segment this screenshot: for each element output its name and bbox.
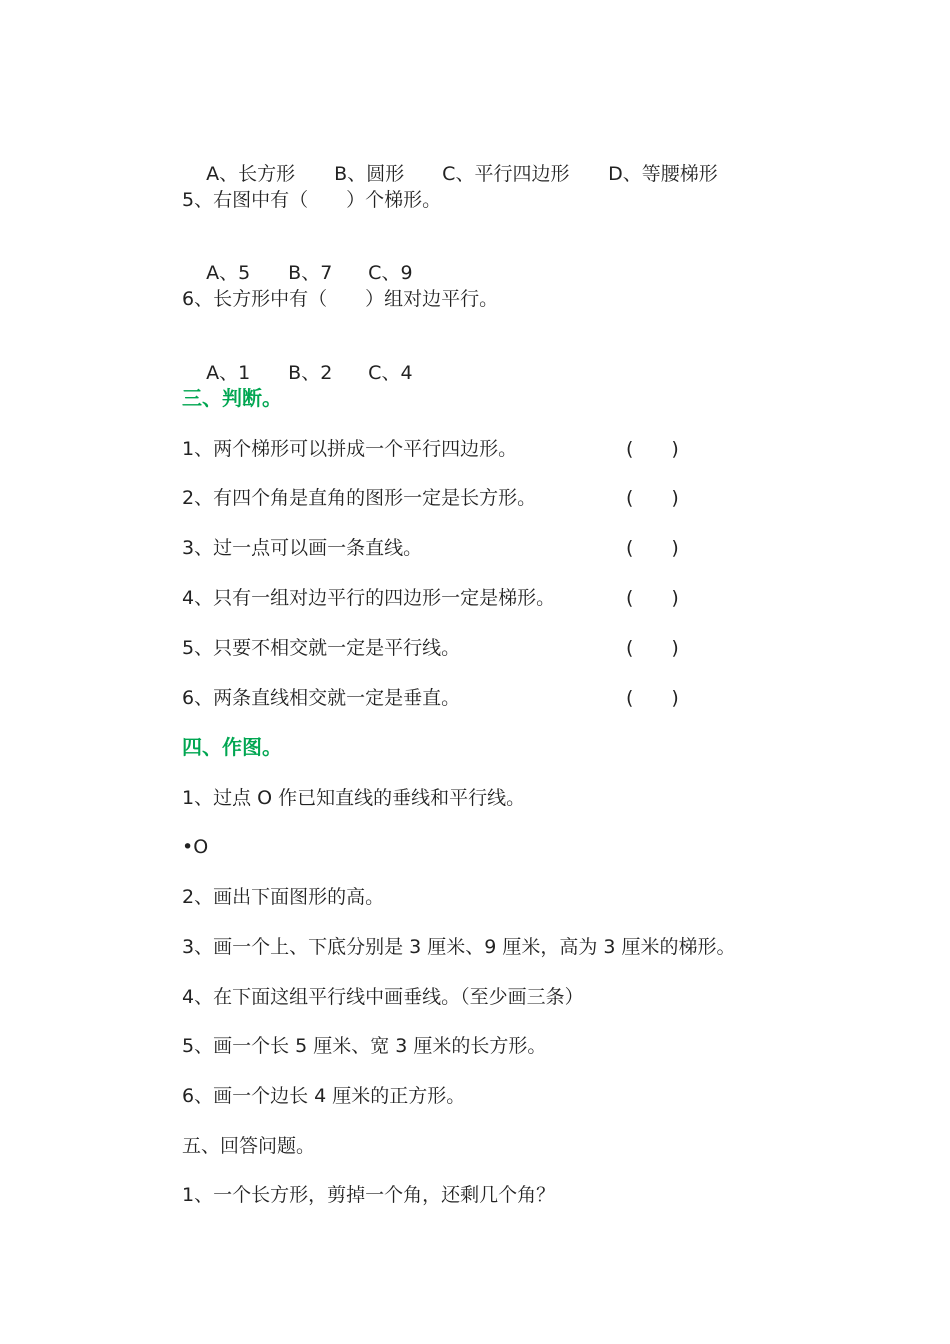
- draw-item-2: 2、画出下面图形的高。: [182, 886, 385, 908]
- q4-option-c: C、平行四边形: [442, 163, 570, 185]
- answer-blank-3[interactable]: ( ): [626, 537, 679, 559]
- answer-blank-5[interactable]: ( ): [626, 637, 679, 659]
- q5-option-b: B、7: [288, 262, 333, 284]
- judge-item-1: 1、两个梯形可以拼成一个平行四边形。: [182, 438, 518, 460]
- judge-item-3: 3、过一点可以画一条直线。: [182, 537, 423, 559]
- q5-question: 5、右图中有（ ）个梯形。: [182, 189, 442, 211]
- draw-item-1: 1、过点 O 作已知直线的垂线和平行线。: [182, 787, 526, 809]
- point-o-label: •O: [182, 836, 209, 858]
- section4-title: 四、作图。: [182, 735, 282, 759]
- q4-option-d: D、等腰梯形: [608, 163, 718, 185]
- judge-item-5: 5、只要不相交就一定是平行线。: [182, 637, 461, 659]
- q4-option-b: B、圆形: [334, 163, 405, 185]
- section5-title: 五、回答问题。: [182, 1135, 316, 1157]
- judge-item-4: 4、只有一组对边平行的四边形一定是梯形。: [182, 587, 556, 609]
- q4-option-a: A、长方形: [206, 163, 296, 185]
- q6-option-c: C、4: [368, 362, 413, 384]
- draw-item-6: 6、画一个边长 4 厘米的正方形。: [182, 1085, 466, 1107]
- answer-blank-2[interactable]: ( ): [626, 487, 679, 509]
- section3-title: 三、判断。: [182, 386, 282, 410]
- q6-option-b: B、2: [288, 362, 333, 384]
- judge-item-2: 2、有四个角是直角的图形一定是长方形。: [182, 487, 537, 509]
- q5-option-a: A、5: [206, 262, 251, 284]
- q5-option-c: C、9: [368, 262, 413, 284]
- answer-item-1: 1、一个长方形，剪掉一个角，还剩几个角？: [182, 1184, 556, 1206]
- draw-item-4: 4、在下面这组平行线中画垂线。（至少画三条）: [182, 986, 584, 1008]
- draw-item-3: 3、画一个上、下底分别是 3 厘米、9 厘米，高为 3 厘米的梯形。: [182, 936, 736, 958]
- answer-blank-6[interactable]: ( ): [626, 687, 679, 709]
- q6-option-a: A、1: [206, 362, 251, 384]
- q6-question: 6、长方形中有（ ）组对边平行。: [182, 288, 499, 310]
- judge-item-6: 6、两条直线相交就一定是垂直。: [182, 687, 461, 709]
- draw-item-5: 5、画一个长 5 厘米、宽 3 厘米的长方形。: [182, 1035, 547, 1057]
- answer-blank-1[interactable]: ( ): [626, 438, 679, 460]
- answer-blank-4[interactable]: ( ): [626, 587, 679, 609]
